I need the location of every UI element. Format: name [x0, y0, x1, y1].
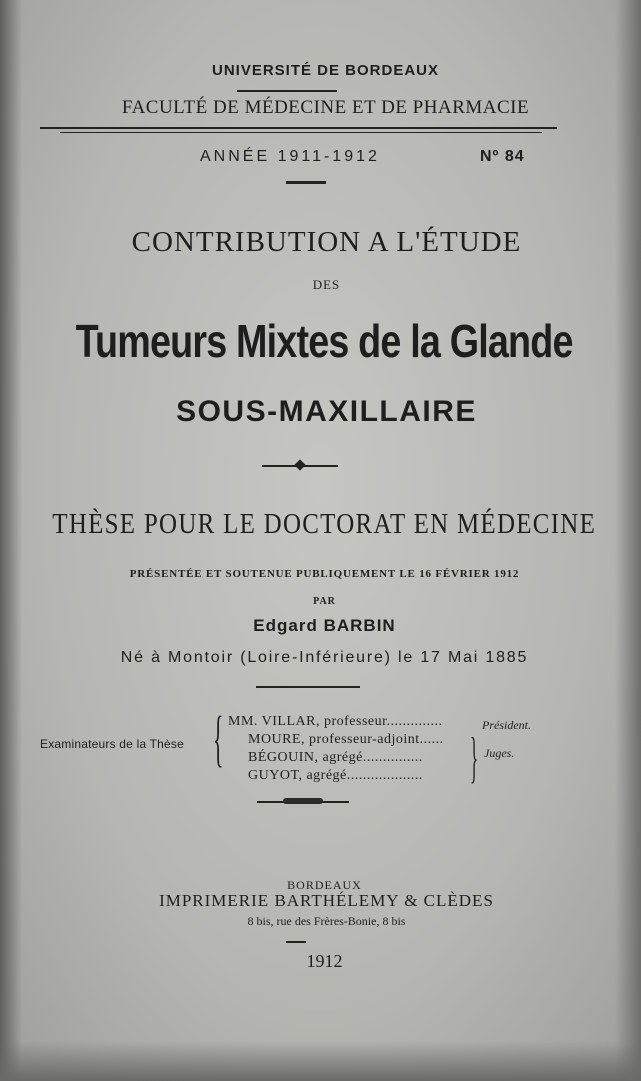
ornament-flourish-center	[283, 798, 323, 804]
thesis-number: Nº 84	[480, 148, 525, 165]
presentation-line: PRÉSENTÉE ET SOUTENUE PUBLIQUEMENT LE 16 FÉVRIER 1912	[129, 568, 520, 580]
rule-under-author	[256, 686, 360, 688]
publication-year: 1912	[306, 951, 343, 971]
faculty-name: FACULTÉ DE MÉDECINE ET DE PHARMACIE	[121, 97, 530, 118]
rule-under-university	[237, 90, 337, 92]
by-label: PAR	[313, 596, 336, 607]
university-name: UNIVERSITÉ DE BORDEAUX	[211, 62, 440, 79]
imprint-address: 8 bis, rue des Frères-Bonie, 8 bis	[247, 914, 406, 928]
rule-under-year	[286, 181, 326, 184]
ornament-diamond	[294, 459, 305, 470]
role-president: Président.	[482, 718, 531, 732]
judges-brace: }	[470, 727, 479, 789]
rule-above-year	[286, 941, 306, 943]
title-line-1: CONTRIBUTION A L'ÉTUDE	[131, 226, 522, 258]
title-main: Tumeurs Mixtes de la Glande	[75, 315, 573, 367]
examiners-brace: {	[213, 705, 224, 773]
imprint-printer: IMPRIMERIE BARTHÉLEMY & CLÈDES	[159, 891, 494, 910]
examiners-label: Examinateurs de la Thèse	[40, 737, 184, 751]
title-line-4: SOUS-MAXILLAIRE	[176, 395, 477, 428]
academic-year: ANNÉE 1911-1912	[200, 148, 380, 165]
imprint-city: BORDEAUX	[287, 878, 362, 892]
scan-edge-bottom	[0, 1041, 641, 1081]
author-birth: Né à Montoir (Loire-Inférieure) le 17 Mai 1885	[120, 649, 529, 666]
rule-double-top	[40, 127, 557, 129]
jury-member: MM. VILLAR, professeur..............	[228, 714, 443, 729]
thesis-heading: THÈSE POUR LE DOCTORAT EN MÉDECINE	[52, 508, 597, 540]
rule-double-bottom	[60, 132, 542, 133]
jury-member: MOURE, professeur-adjoint......	[248, 732, 444, 747]
role-judges: Juges.	[484, 746, 515, 760]
jury-member: BÉGOUIN, agrégé...............	[248, 750, 423, 765]
author-name: Edgard BARBIN	[253, 616, 396, 635]
title-line-2: DES	[312, 277, 341, 292]
jury-member: GUYOT, agrégé...................	[248, 768, 423, 783]
